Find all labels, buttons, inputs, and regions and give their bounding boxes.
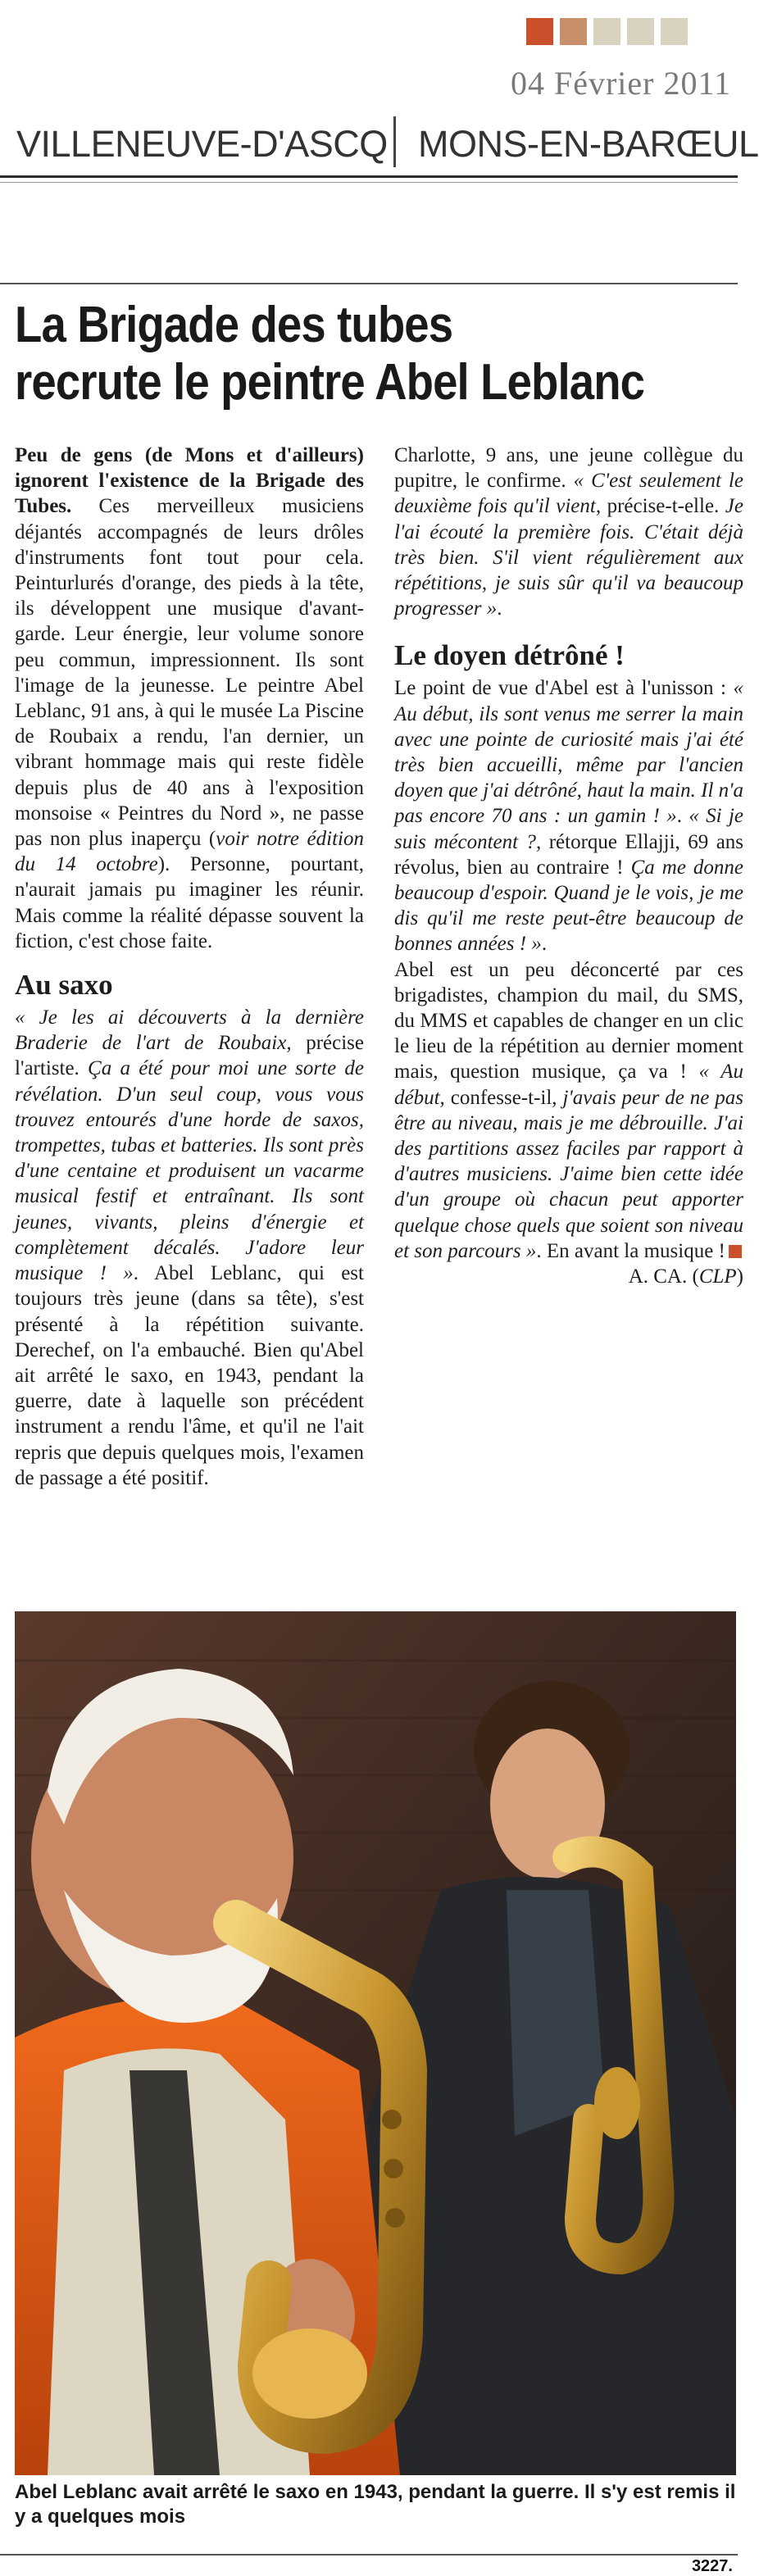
paragraph: « Je les ai découverts à la dernière Braderie de l'art de Roubaix, précise l'artiste. Ça a été pour moi une sorte de révélation. D'un seul coup, vous vous trouvez entourés d'une horde de saxos, trompettes, tubas et batteries. Ils sont près d'une centaine et produisent un vacarme musical festif et entraînant. Ils sont jeunes, vivants, pleins d'énergie et complètement décalés. J'adore leur musique ! ». Abel Leblanc, qui est toujours très jeune (dans sa tête), s'est présenté à la répétition suivante. Derechef, on l'a embauché. Bien qu'Abel ait arrêté le saxo, en 1943, pendant la guerre, date à laquelle son précédent instrument a rendu l'âme, et qu'il ne l'ait repris que depuis quelques mois, l'examen de passage a été positif. [15,1006,365,1489]
article-photo [15,1611,736,2475]
article-headline [15,297,729,411]
subheading-doyen: Le doyen détrôné ! [394,639,625,672]
color-square [593,18,620,45]
headline-rule [0,283,738,284]
paragraph: Peu de gens (de Mons et d'ailleurs) ignorent l'existence de la Brigade des Tubes. Ces merveilleux musiciens déjantés accompagnés de leurs drôles d'instruments font tout pour cela. Peinturlurés d'orange, des pieds à la tête, ils développent une musique d'avant-garde. Leur énergie, leur volume sonore peu commun, impressionnent. Ils sont l'image de la jeunesse. Le peintre Abel Leblanc, 91 ans, à qui le musée La Piscine de Roubaix a rendu, l'an dernier, un vibrant hommage mais qui reste fidèle depuis plus de 40 ans à l'exposition monsoise « Peintres du Nord », ne passe pas non plus inaperçu (voir notre édition du 14 octobre). Personne, pourtant, n'aurait jamais pu imaginer les réunir. Mais comme la réalité dépasse souvent la fiction, c'est chose faite. [15,444,364,952]
photo-caption: Abel Leblanc avait arrêté le saxo en 1943, pendant la guerre. Il s'y est remis il y a quelques mois [15,2481,736,2528]
article-column-left [15,443,364,1491]
issue-date: 04 Février 2011 [510,65,731,102]
end-of-article-mark [729,1245,742,1258]
section-header [0,116,759,170]
saxophonists-photo [15,1611,736,2475]
paragraph: Charlotte, 9 ans, une jeune collègue du pupitre, le confirme. « C'est seulement le deuxième fois qu'il vient, précise-t-elle. Je l'ai écouté la première fois. C'était déjà très bien. S'il vient régulièrement aux répétitions, je suis sûr qu'il va beaucoup progresser ». [394,444,743,620]
paragraph: Abel est un peu déconcerté par ces brigadistes, champion du mail, du SMS, du MMS et capables de changer en un clic le lieu de la répétition au dernier moment mais, question musique, ça va ! « Au début, confesse-t-il, j'avais peur de ne pas être au niveau, mais je me débrouille. J'ai des partitions assez faciles par rapport à d'autres musiciens. J'aime bien cette idée d'un groupe où chacun peut apporter quelque chose quels que soient son niveau et son parcours ». En avant la musique ! [394,958,744,1262]
section-color-squares [526,18,688,45]
color-square [661,18,688,45]
color-square [526,18,553,45]
header-rule [0,175,738,178]
author-signature: A. CA. (CLP) [628,1265,743,1288]
town-right: MONS-EN-BARŒUL [418,123,759,165]
paragraph: Le point de vue d'Abel est à l'unisson : « Au début, ils sont venus me serrer la main avec une pointe de curiosité mais j'ai été très bien accueilli, même par l'ancien doyen que j'ai détrôné, haut la main. Il n'a pas encore 70 ans : un gamin ! ». « Si je suis mécontent ?, rétorque Ellajji, 69 ans révolus, bien au contraire ! Ça me donne beaucoup d'espoir. Quand je le vois, je me dis qu'il me reste peut-être beaucoup de bonnes années ! ». [394,677,744,956]
color-square [627,18,654,45]
color-square [560,18,587,45]
town-left: VILLENEUVE-D'ASCQ [16,123,388,165]
headline-line-1: La Brigade des tubes [15,297,453,353]
page-code: 3227. [691,2557,733,2575]
town-separator [393,116,396,167]
article-column-right [394,443,743,1289]
headline-line-2: recrute le peintre Abel Leblanc [15,354,645,411]
footer-rule [0,2554,738,2556]
lead-text: Peu de gens (de Mons et d'ailleurs) ignorent l'existence de la Brigade des Tubes. [15,444,364,518]
subheading-au-saxo: Au saxo [15,969,113,1002]
header-rule-thin [0,182,738,183]
